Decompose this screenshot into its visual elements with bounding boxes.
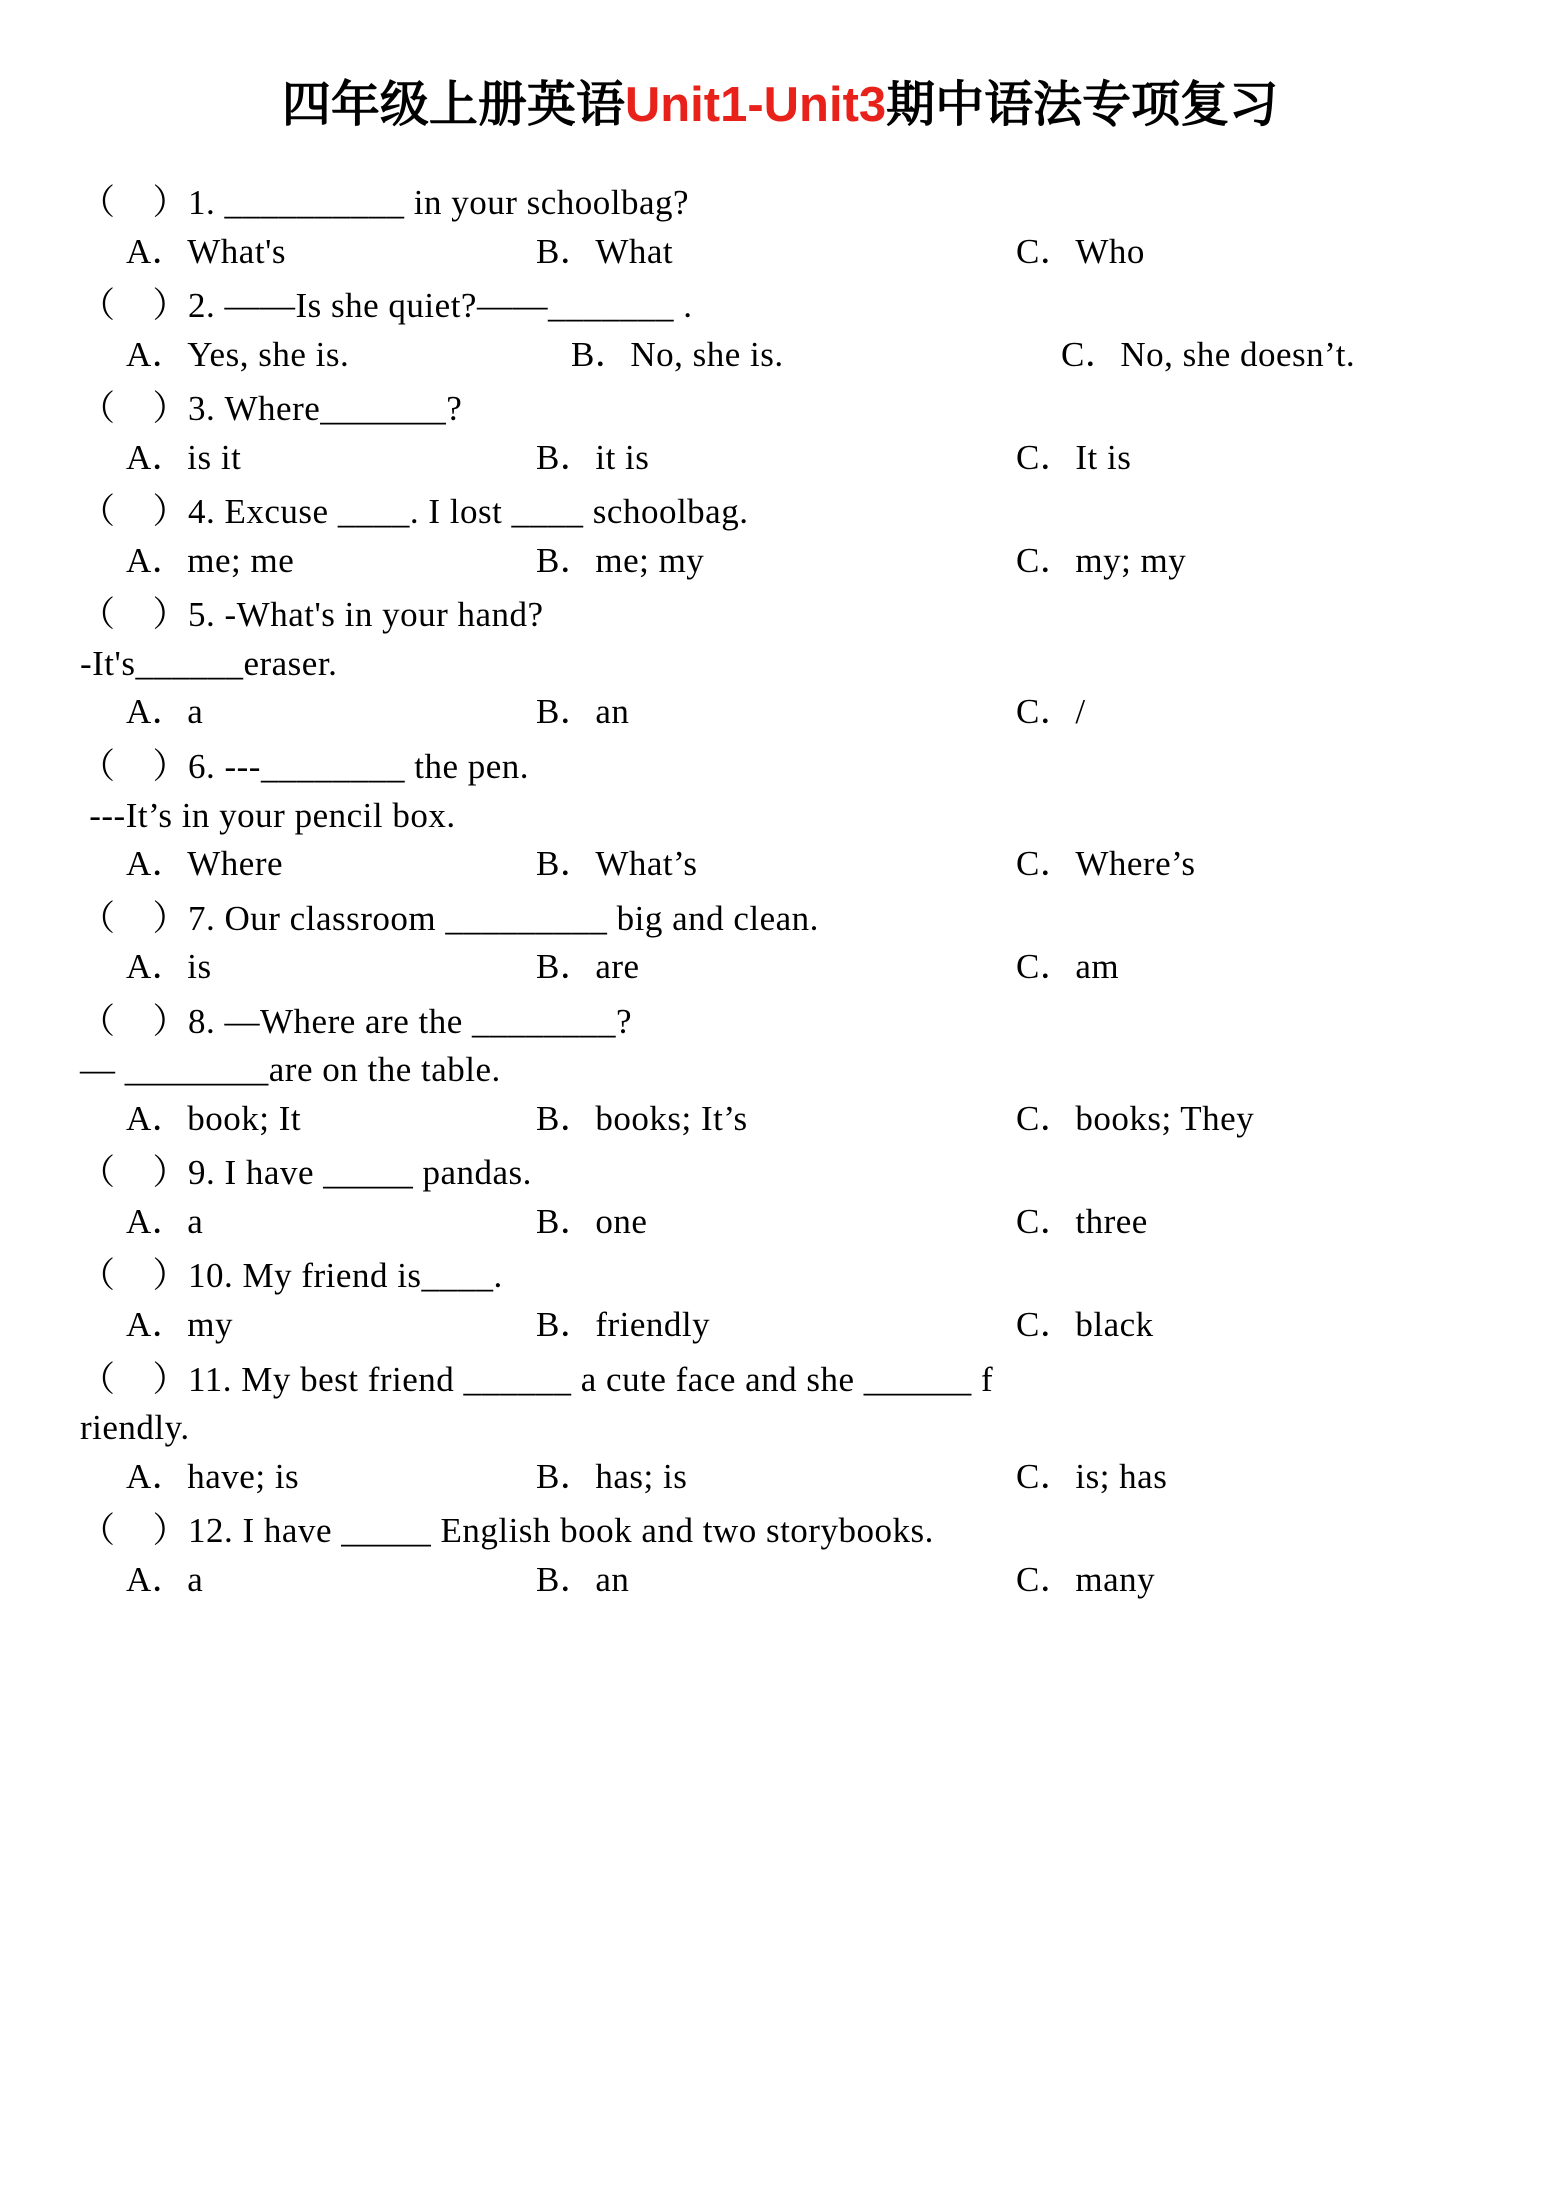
- question-item: [80, 1508, 1480, 1603]
- option-c[interactable]: C．Who: [1016, 231, 1145, 271]
- question-item: [80, 386, 1480, 481]
- option-c[interactable]: C．is; has: [1016, 1456, 1168, 1496]
- title-highlight: Unit1-Unit3: [624, 78, 887, 132]
- option-b[interactable]: B．What’s: [536, 844, 698, 884]
- option-c[interactable]: C．Where’s: [1016, 844, 1196, 884]
- option-c[interactable]: C．It is: [1016, 437, 1132, 477]
- question-item: [80, 1150, 1480, 1245]
- option-a[interactable]: A．my: [126, 1305, 234, 1345]
- question-item: [80, 1357, 1480, 1501]
- question-item: [80, 283, 1480, 378]
- option-c[interactable]: C．No, she doesn’t.: [1061, 334, 1356, 374]
- option-c[interactable]: C．my; my: [1016, 540, 1187, 580]
- question-stem: （ ）1. __________ in your schoolbag?: [80, 183, 690, 222]
- question-stem: （ ）10. My friend is____.: [80, 1256, 503, 1296]
- question-stem: （ ）8. —Where are the ________?: [80, 1001, 633, 1041]
- question-stem: （ ）12. I have _____ English book and two storybooks.: [80, 1511, 934, 1551]
- option-row: [80, 1454, 1480, 1501]
- question-item: [80, 592, 1480, 736]
- option-a[interactable]: A．is: [126, 947, 212, 987]
- question-stem: （ ）4. Excuse ____. I lost ____ schoolbag.: [80, 492, 749, 532]
- option-b[interactable]: B．friendly: [536, 1305, 711, 1345]
- option-row: [80, 689, 1480, 736]
- question-item: [80, 999, 1480, 1143]
- question-stem: （ ）5. -What's in your hand?: [80, 595, 544, 635]
- question-stem-continued: -It's______eraser.: [80, 643, 338, 683]
- option-b[interactable]: B．has; is: [536, 1456, 688, 1496]
- option-row: [80, 1557, 1480, 1604]
- option-a[interactable]: A．me; me: [126, 540, 295, 580]
- question-stem: （ ）6. ---________ the pen.: [80, 747, 530, 787]
- option-c[interactable]: C．books; They: [1016, 1098, 1255, 1138]
- option-b[interactable]: B．books; It’s: [536, 1098, 748, 1138]
- question-stem-continued: riendly.: [80, 1408, 190, 1448]
- option-row: [80, 1096, 1480, 1143]
- option-b[interactable]: B．What: [536, 231, 674, 271]
- option-a[interactable]: A．have; is: [126, 1456, 300, 1496]
- option-row: [80, 841, 1480, 888]
- question-item: [80, 180, 1480, 275]
- option-b[interactable]: B．one: [536, 1201, 648, 1241]
- option-b[interactable]: B．me; my: [536, 540, 705, 580]
- option-a[interactable]: A．What's: [126, 231, 286, 271]
- title-prefix: 四年级上册英语: [281, 78, 625, 132]
- option-row: [80, 944, 1480, 991]
- question-stem: （ ）9. I have _____ pandas.: [80, 1153, 532, 1193]
- option-b[interactable]: B．an: [536, 692, 630, 732]
- option-row: [80, 538, 1480, 585]
- question-stem-continued: ---It’s in your pencil box.: [80, 795, 456, 835]
- option-row: [80, 1199, 1480, 1246]
- question-item: [80, 1253, 1480, 1348]
- question-item: [80, 896, 1480, 991]
- option-b[interactable]: B．an: [536, 1559, 630, 1599]
- option-a[interactable]: A．a: [126, 692, 204, 732]
- option-c[interactable]: C．black: [1016, 1305, 1154, 1345]
- option-a[interactable]: A．book; It: [126, 1098, 302, 1138]
- option-c[interactable]: C．three: [1016, 1201, 1148, 1241]
- option-row: [80, 332, 1480, 379]
- option-a[interactable]: A．Where: [126, 844, 284, 884]
- question-stem: （ ）11. My best friend ______ a cute face and she ______ f: [80, 1359, 994, 1399]
- option-row: [80, 435, 1480, 482]
- title-suffix: 期中语法专项复习: [886, 78, 1279, 132]
- option-a[interactable]: A．Yes, she is.: [126, 334, 350, 374]
- page-title: [80, 66, 1480, 136]
- option-a[interactable]: A．a: [126, 1201, 204, 1241]
- question-item: [80, 489, 1480, 584]
- option-row: [80, 229, 1480, 276]
- option-a[interactable]: A．a: [126, 1559, 204, 1599]
- option-b[interactable]: B．it is: [536, 437, 650, 477]
- option-a[interactable]: A．is it: [126, 437, 242, 477]
- option-b[interactable]: B．No, she is.: [571, 334, 784, 374]
- question-item: [80, 744, 1480, 888]
- option-c[interactable]: C．many: [1016, 1559, 1156, 1599]
- question-stem: （ ）7. Our classroom _________ big and clean.: [80, 898, 819, 938]
- option-row: [80, 1302, 1480, 1349]
- option-c[interactable]: C．am: [1016, 947, 1120, 987]
- question-stem-continued: — ________are on the table.: [80, 1050, 501, 1090]
- option-c[interactable]: C．/: [1016, 692, 1086, 732]
- question-list: [80, 180, 1480, 1603]
- question-stem: （ ）2. ——Is she quiet?——_______ .: [80, 286, 693, 326]
- question-stem: （ ）3. Where_______?: [80, 389, 463, 429]
- option-b[interactable]: B．are: [536, 947, 640, 987]
